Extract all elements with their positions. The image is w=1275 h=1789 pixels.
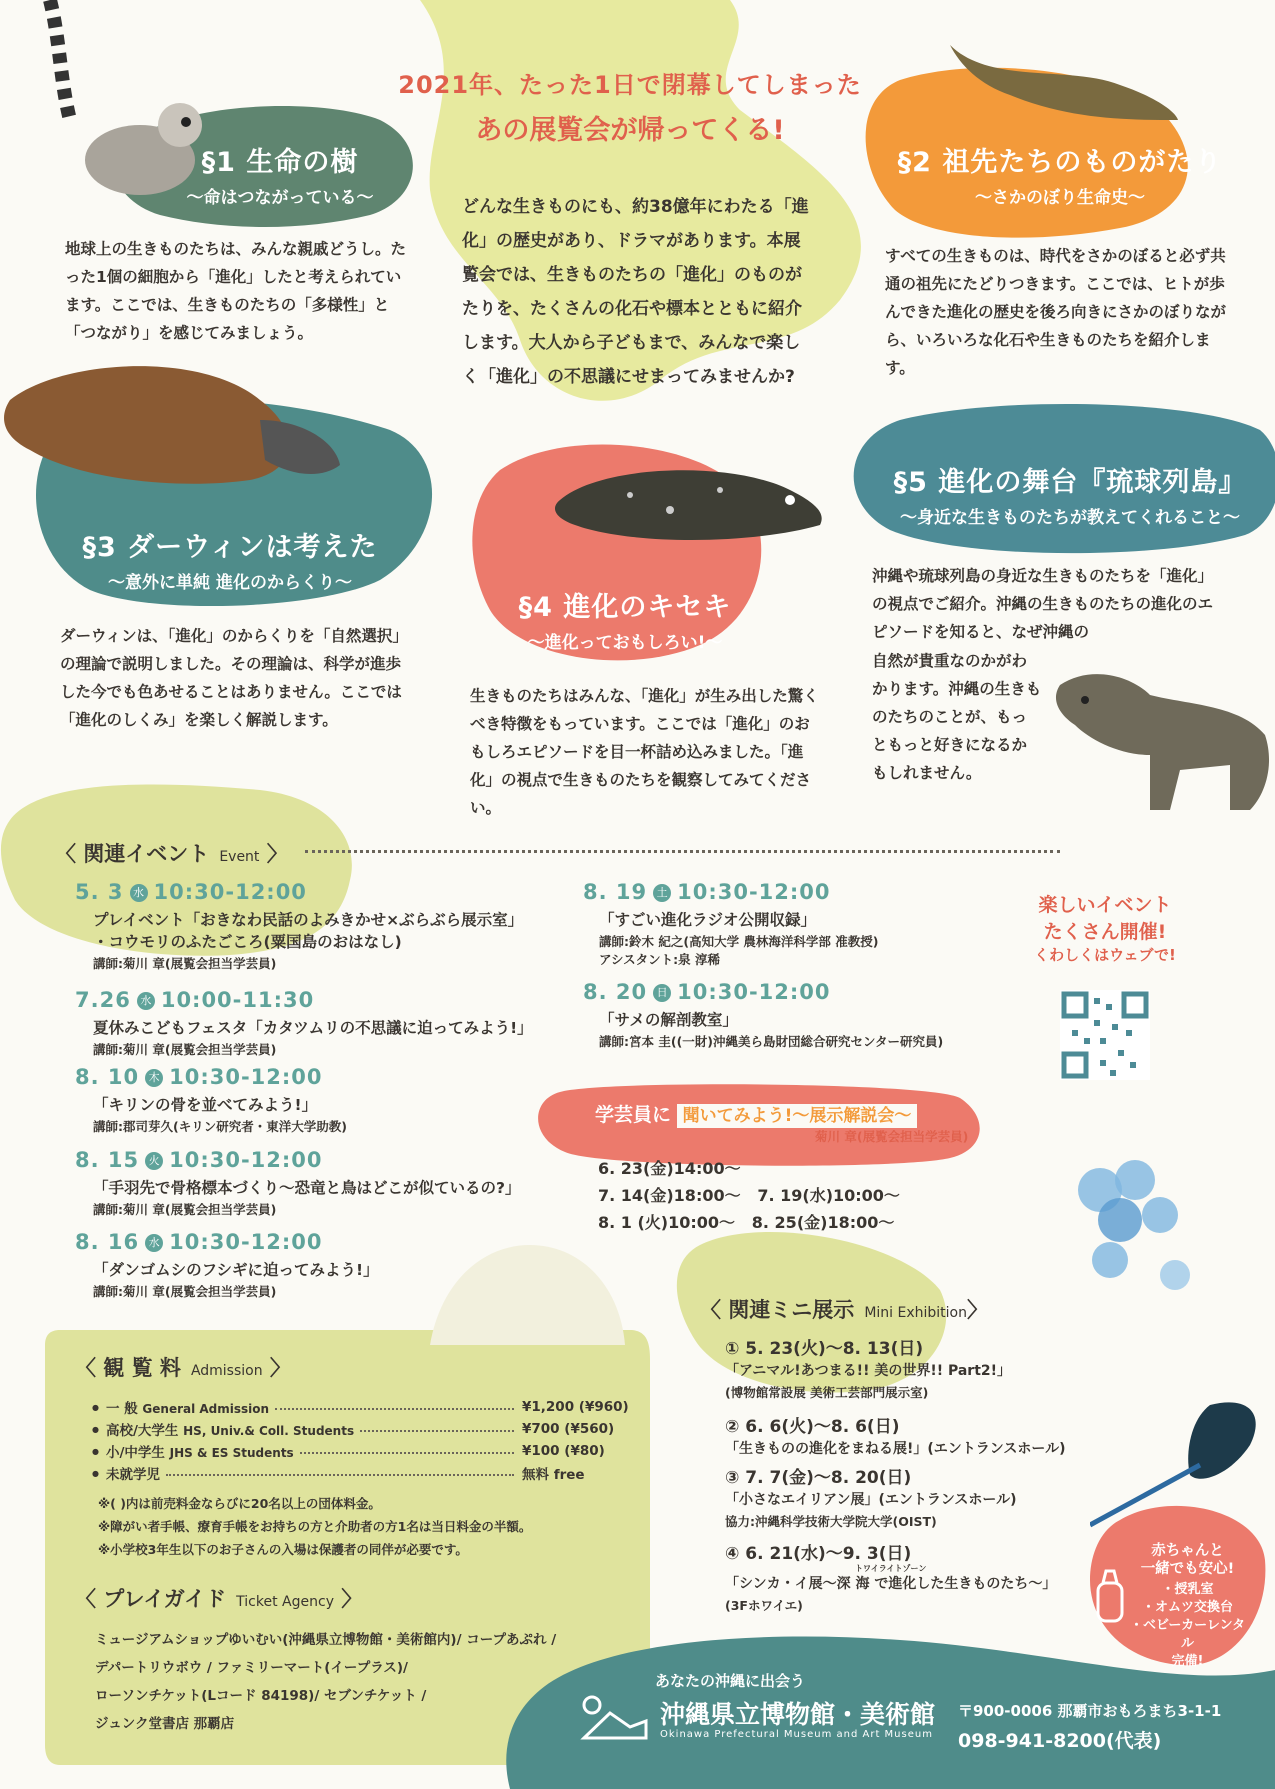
event-date-line [75,1230,595,1254]
talk-title-b: 聞いてみよう!〜展示解説会〜 [677,1104,918,1128]
event-time: 10:30-12:00 [677,980,831,1004]
promo [1010,890,1200,965]
section5-subtitle: 〜身近な生きものたちが教えてくれること〜 [900,508,1240,528]
section1-text: 地球上の生きものたちは、みんな親戚どうし。たった1個の細胞から「進化」したと考えられています。ここでは、生きものたちの「多様性」と「つながり」を感じてみましょう。 [65,240,407,342]
headline [370,65,890,147]
mini-ruby: トワイライトゾーン [855,1564,927,1573]
events-header-close: 〉 [266,842,288,866]
events-divider [305,850,1060,853]
fee-label-en: HS, Univ.& Coll. Students [183,1424,355,1438]
baby-info [1125,1542,1250,1671]
section1-subtitle: 〜命はつながっている〜 [186,188,374,208]
ticket-header-en: Ticket Agency [236,1594,334,1610]
admission-header-close: 〉 [269,1356,291,1380]
section3-text: ダーウィンは、「進化」のからくりを「自然選択」の理論で説明しました。その理論は、科学が進歩した今でも色あせることはありません。ここでは「進化のしくみ」を楽しく解説します。 [60,627,408,729]
talk-row3b: 8. 25(金)18:00〜 [751,1213,895,1232]
event-lecturer: 講師:郡司芽久(キリン研究者・東洋大学助教) [93,1119,347,1134]
mini-item [725,1467,1085,1533]
baby-line4: ・オムツ交換台 [1141,1600,1233,1615]
event-day: 水 [137,992,155,1010]
section4-subtitle: 〜進化っておもしろい!〜 [527,633,723,653]
fee-row [92,1396,632,1418]
fee-leader [360,1420,514,1432]
ticket-agencies [95,1626,556,1738]
section2-heading [895,140,1225,208]
event-time: 10:30-12:00 [169,1065,323,1089]
event-lecturer: 講師:鈴木 紀之(高知大学 農林海洋科学部 准教授) [599,934,879,949]
event-title: 「サメの解剖教室」 [599,1011,738,1029]
mini-note: (3Fホワイエ) [725,1598,803,1613]
eggs-illustration [1060,1150,1210,1320]
event-title: 夏休みこどもフェスタ「カタツムリの不思議に迫ってみよう!」 [93,1019,533,1037]
section4-title: §4 進化のキセキ [518,592,732,623]
footer-address: 〒900-0006 那覇市おもろまち3-1-1 [958,1702,1222,1720]
qr-code-icon[interactable] [1060,990,1150,1080]
fee-leader [166,1464,514,1476]
event-time: 10:30-12:00 [153,880,307,904]
bullet-icon: ● [92,1402,99,1412]
ticket-header [75,1583,362,1613]
section3-heading [70,525,390,593]
event-title: 「ダンゴムシのフシギに迫ってみよう!」 [93,1261,379,1279]
fee-row [92,1440,632,1462]
event-date: 8. 16 [75,1230,140,1254]
fee-label-en: General Admission [142,1402,270,1416]
footer-phone: 098-941-8200(代表) [958,1730,1162,1752]
mini-date: ③ 7. 7(金)〜8. 20(日) [725,1468,912,1488]
mini-note: (博物館常設展 美術工芸部門展示室) [725,1385,929,1400]
section2-title: §2 祖先たちのものがたり [897,147,1223,178]
event-title: 「キリンの骨を並べてみよう!」 [93,1096,318,1114]
mini-note: 協力:沖縄科学技術大学院大学(OIST) [725,1514,937,1529]
talk-row2b: 7. 19(水)10:00〜 [757,1186,900,1205]
event-title: プレイベント「おきなわ民話のよみきかせ×ぶらぶら展示室」 [93,911,524,929]
baby-line5: ・ベビーカーレンタル [1129,1618,1246,1651]
fee-label [106,1441,294,1461]
event-item [75,1230,595,1300]
ticket-agency-line: デパートリウボウ / ファミリーマート(イープラス)/ [95,1660,408,1676]
event-lecturer: 講師:宮本 圭((一財)沖縄美ら島財団総合研究センター研究員) [599,1034,944,1049]
fee-price: 無料 free [522,1467,585,1483]
section5-text-2: 自然が貴重なのかがわかります。沖縄の生きものたちのことが、もっともっと好きになるかもしれません。 [872,652,1042,782]
headline-line2: あの展覧会が帰ってくる! [475,115,785,146]
mini-date: ② 6. 6(火)〜8. 6(日) [725,1417,900,1437]
events-header-label: 〈 関連イベント [55,842,210,866]
event-day: 水 [145,1234,163,1252]
bullet-icon: ● [92,1424,99,1434]
event-day: 土 [653,884,671,902]
talk-lecturer: 菊川 章(展覧会担当学芸員) [815,1129,969,1144]
talk-title-a: 学芸員に [595,1104,672,1126]
mini-header-en: Mini Exhibition [864,1305,967,1321]
mini-title: 「小さなエイリアン展」(エントランスホール) [725,1492,1017,1508]
event-date-line [75,1148,595,1172]
ticket-header-close: 〉 [341,1587,363,1611]
mini-item [725,1338,1085,1404]
section1-heading [150,140,410,208]
event-date-line [583,980,1023,1004]
fee-label-ja: 未就学児 [106,1467,160,1483]
event-lecturer: 講師:菊川 章(展覧会担当学芸員) [93,956,277,971]
fee-row [92,1418,632,1440]
event-date: 7.26 [75,988,131,1012]
event-time: 10:30-12:00 [677,880,831,904]
footer-tagline: あなたの沖縄に出会う [655,1672,806,1690]
section5-heading [870,460,1270,528]
mini-header-label: 〈 関連ミニ展示 [700,1298,855,1322]
section3-subtitle: 〜意外に単純 進化のからくり〜 [108,573,352,593]
fee-label-ja: 高校/大学生 [106,1423,179,1439]
admission-note: ※( )内は前売料金ならびに20名以上の団体料金。 [98,1496,381,1511]
promo-line3: くわしくはウェブで! [1034,946,1176,964]
admission-header-en: Admission [190,1363,263,1379]
fee-price: ¥1,200 (¥960) [522,1399,629,1415]
mini-title: 「生きものの進化をまねる展!」(エントランスホール) [725,1441,1066,1457]
events-header [55,838,288,868]
fee-price: ¥700 (¥560) [522,1421,615,1437]
events-header-en: Event [219,849,260,865]
fee-label-ja: 小/中学生 [106,1445,165,1461]
event-date: 8. 20 [583,980,648,1004]
fee-leader [275,1398,514,1410]
mini-title: 「シンカ・イ展〜深 海 で進化した生きものたち〜」 [725,1576,1057,1592]
event-time: 10:00-11:30 [160,988,315,1012]
event-lecturer: 講師:菊川 章(展覧会担当学芸員) [93,1042,277,1057]
event-day: 水 [130,884,148,902]
section3-title: §3 ダーウィンは考えた [82,532,378,563]
event-date: 8. 19 [583,880,648,904]
section2-subtitle: 〜さかのぼり生命史〜 [975,188,1145,208]
museum-logo-icon [580,1693,650,1743]
event-date: 5. 3 [75,880,124,904]
platypus-illustration [0,340,350,510]
section5-text-1: 沖縄や琉球列島の身近な生きものたちを「進化」の視点でご紹介。沖縄の生きものたちの進化のエピソードを知ると、なぜ沖縄の [872,567,1214,641]
wildcat-illustration [1040,645,1275,815]
section2-text: すべての生きものは、時代をさかのぼると必ず共通の祖先にたどりつきます。ここでは、ヒトが歩んできた進化の歴史を後ろ向きにさかのぼりながら、いろいろな化石や生きものたちを紹介します。 [885,247,1227,377]
footer-museum-name: 沖縄県立博物館・美術館 [660,1700,936,1729]
event-date-line [75,1065,595,1089]
fee-price: ¥100 (¥80) [522,1443,605,1459]
fee-label [106,1397,269,1417]
event-date-line [583,880,1023,904]
event-item [75,988,595,1058]
event-date-line [75,988,595,1012]
mini-header [700,1294,988,1324]
event-time: 10:30-12:00 [169,1148,323,1172]
intro-text: どんな生きものにも、約38億年にわたる「進化」の歴史があり、ドラマがあります。本展覧会では、生きものたちの「進化」のものがたりを、たくさんの化石や標本とともに紹介します。大人から子どもまで、みんなで楽しく「進化」の不思議にせまってみませんか? [462,197,809,387]
mini-date: ④ 6. 21(水)〜9. 3(日) [725,1544,912,1564]
baby-line1: 赤ちゃんと [1151,1543,1224,1559]
event-day: 日 [653,984,671,1002]
event-lecturer: 講師:菊川 章(展覧会担当学芸員) [93,1202,277,1217]
admission-note: ※小学校3年生以下のお子さんの入場は保護者の同伴が必要です。 [98,1542,468,1557]
talk-row2a: 7. 14(金)18:00〜 [598,1186,741,1205]
admission-header [75,1352,291,1382]
coelacanth-illustration [550,450,830,550]
ticket-agency-line: ローソンチケット(Lコード 84198)/ セブンチケット / [95,1688,427,1704]
fee-label [106,1419,354,1439]
event-date-line [75,880,595,904]
promo-line1: 楽しいイベント [1038,894,1172,916]
fee-label-en: JHS & ES Students [169,1446,294,1460]
event-item [583,980,1023,1050]
event-title: 「すごい進化ラジオ公開収録」 [599,911,817,929]
baby-line3: ・授乳室 [1161,1582,1214,1597]
admission-header-label: 〈 観 覧 料 [75,1356,181,1380]
event-title: 「手羽先で骨格標本づくり〜恐竜と鳥はどこが似ているの?」 [93,1179,521,1197]
fee-leader [300,1442,514,1454]
event-item [75,1065,595,1135]
baby-line6: 完備! [1171,1654,1204,1669]
damselfly-illustration [1090,1395,1270,1535]
event-day: 火 [145,1152,163,1170]
event-item [583,880,1023,968]
event-item [75,1148,595,1218]
footer-museum-name-en: Okinawa Prefectural Museum and Art Museum [660,1729,933,1740]
fee-row [92,1462,632,1484]
talk-heading [595,1100,917,1127]
ticket-header-label: 〈 プレイガイド [75,1587,227,1611]
baby-line2: 一緒でも安心! [1140,1561,1235,1577]
talk-row3a: 8. 1 (火)10:00〜 [598,1213,736,1232]
mini-item [725,1416,1085,1460]
admission-table [92,1396,632,1484]
admission-notes [98,1492,531,1561]
mini-date: ① 5. 23(火)〜8. 13(日) [725,1339,924,1359]
event-time: 10:30-12:00 [169,1230,323,1254]
event-date: 8. 15 [75,1148,140,1172]
ticket-agency-line: ジュンク堂書店 那覇店 [95,1716,235,1732]
event-item [75,880,595,972]
section1-title: §1 生命の樹 [201,147,359,178]
section5-title: §5 進化の舞台『琉球列島』 [893,467,1247,498]
section4-text: 生きものたちはみんな、「進化」が生み出した驚くべき特徴をもっています。ここでは「進化」のおもしろエピソードを目一杯詰め込みました。「進化」の視点で生きものたちを観察してみてください。 [470,687,819,817]
baby-bottle-icon [1090,1565,1130,1625]
mini-header-close: 〉 [966,1298,988,1322]
talk-schedule [598,1155,900,1236]
headline-line1: 2021年、たった1日で閉幕してしまった [398,71,862,99]
bullet-icon: ● [92,1446,99,1456]
talk-row1: 6. 23(金)14:00〜 [598,1159,741,1178]
promo-line2: たくさん開催! [1043,921,1167,943]
fee-label-ja: 一 般 [106,1401,138,1417]
bullet-icon: ● [92,1468,99,1478]
ticket-agency-line: ミュージアムショップゆいむい(沖縄県立博物館・美術館内)/ コープあぷれ / [95,1632,557,1648]
event-assistant: アシスタント:泉 淳稀 [599,952,720,967]
fee-label [106,1463,160,1483]
event-date: 8. 10 [75,1065,140,1089]
event-title-2: ・コウモリのふたごころ(粟国島のおはなし) [93,933,402,951]
admission-note: ※障がい者手帳、療育手帳をお持ちの方と介助者の方1名は当日料金の半額。 [98,1519,532,1534]
event-day: 木 [145,1069,163,1087]
mini-item [725,1543,1085,1617]
section4-heading [500,585,750,653]
event-lecturer: 講師:菊川 章(展覧会担当学芸員) [93,1284,277,1299]
mini-title: 「アニマル!あつまる!! 美の世界!! Part2!」 [725,1363,1012,1379]
fish-illustration [950,25,1180,125]
